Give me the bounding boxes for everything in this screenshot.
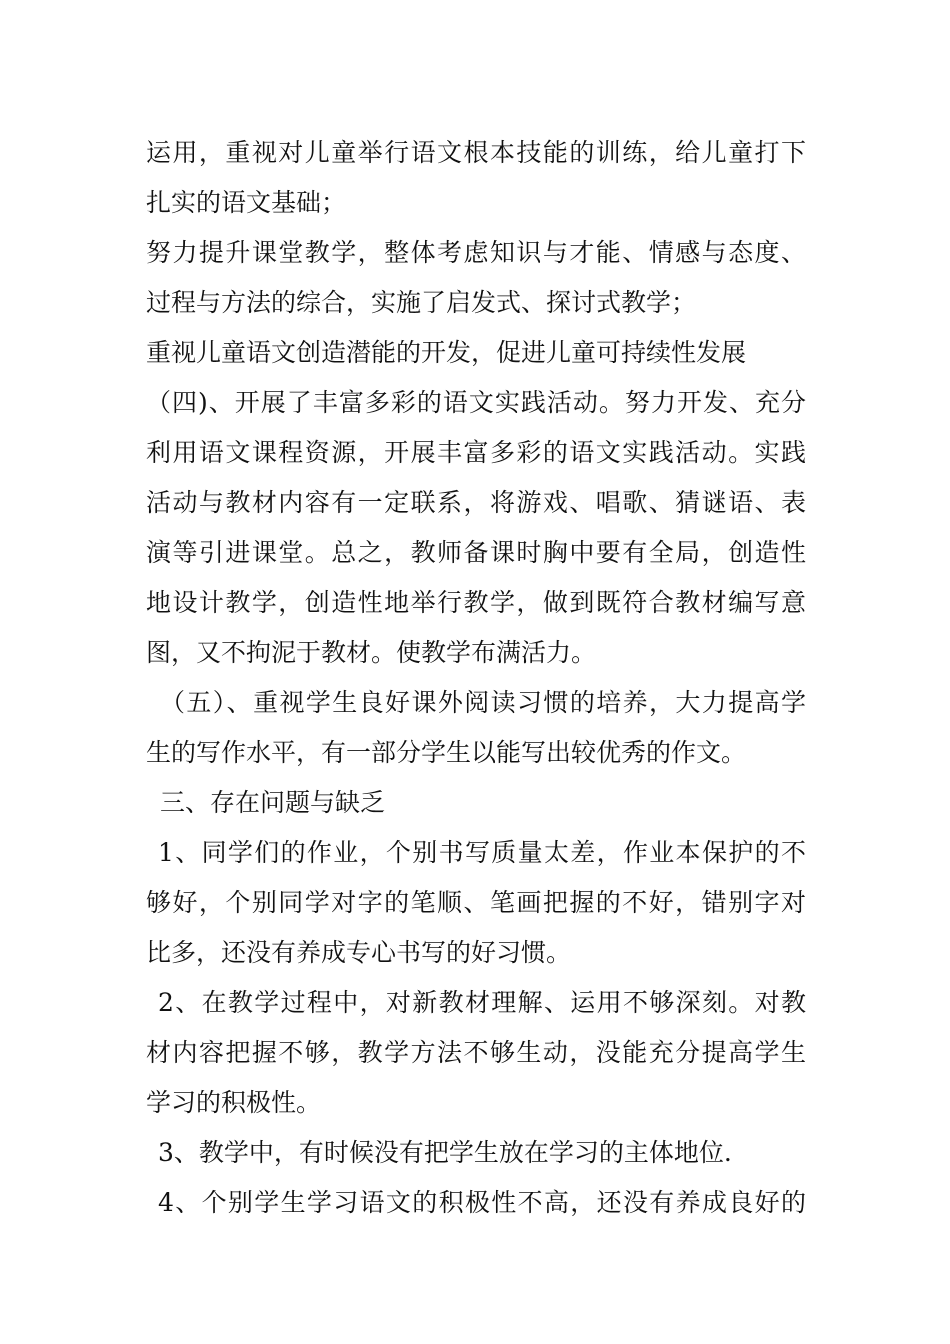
text-line-20: 学习的积极性。: [146, 1088, 322, 1117]
text-line-13: 生的写作水平，有一部分学生以能写出较优秀的作文。: [146, 738, 747, 767]
text-line-6: （四)、开展了丰富多彩的语文实践活动。努力开发、充分: [146, 388, 806, 417]
text-line-7: 利用语文课程资源，开展丰富多彩的语文实践活动。实践: [146, 438, 806, 467]
text-line-4: 过程与方法的综合，实施了启发式、探讨式教学；: [146, 288, 697, 317]
text-line-5: 重视儿童语文创造潜能的开发，促进儿童可持续性发展: [146, 338, 747, 367]
text-line-1: 运用，重视对儿童举行语文根本技能的训练，给儿童打下: [146, 138, 806, 167]
text-line-9: 演等引进课堂。总之，教师备课时胸中要有全局，创造性: [146, 538, 806, 567]
text-line-22: 4、个别学生学习语文的积极性不高，还没有养成良好的: [158, 1188, 806, 1217]
text-line-16: 够好，个别同学对字的笔顺、笔画把握的不好，错别字对: [146, 888, 806, 917]
text-line-19: 材内容把握不够，教学方法不够生动，没能充分提高学生: [146, 1038, 806, 1067]
text-line-21: 3、教学中，有时候没有把学生放在学习的主体地位.: [158, 1138, 732, 1167]
text-line-17: 比多，还没有养成专心书写的好习惯。: [146, 938, 572, 967]
text-line-11: 图，又不拘泥于教材。使教学布满活力。: [146, 638, 597, 667]
body-text: [146, 128, 806, 1228]
text-line-15: 1、同学们的作业，个别书写质量太差，作业本保护的不: [158, 838, 806, 867]
text-line-3: 努力提升课堂教学，整体考虑知识与才能、情感与态度、: [146, 238, 806, 267]
text-line-12: （五）、重视学生良好课外阅读习惯的培养，大力提高学: [160, 688, 806, 717]
text-line-2: 扎实的语文基础；: [146, 188, 347, 217]
text-line-8: 活动与教材内容有一定联系，将游戏、唱歌、猜谜语、表: [146, 488, 806, 517]
section-heading: 三、存在问题与缺乏: [160, 788, 386, 817]
text-line-10: 地设计教学，创造性地举行教学，做到既符合教材编写意: [146, 588, 806, 617]
text-line-18: 2、在教学过程中，对新教材理解、运用不够深刻。对教: [158, 988, 806, 1017]
